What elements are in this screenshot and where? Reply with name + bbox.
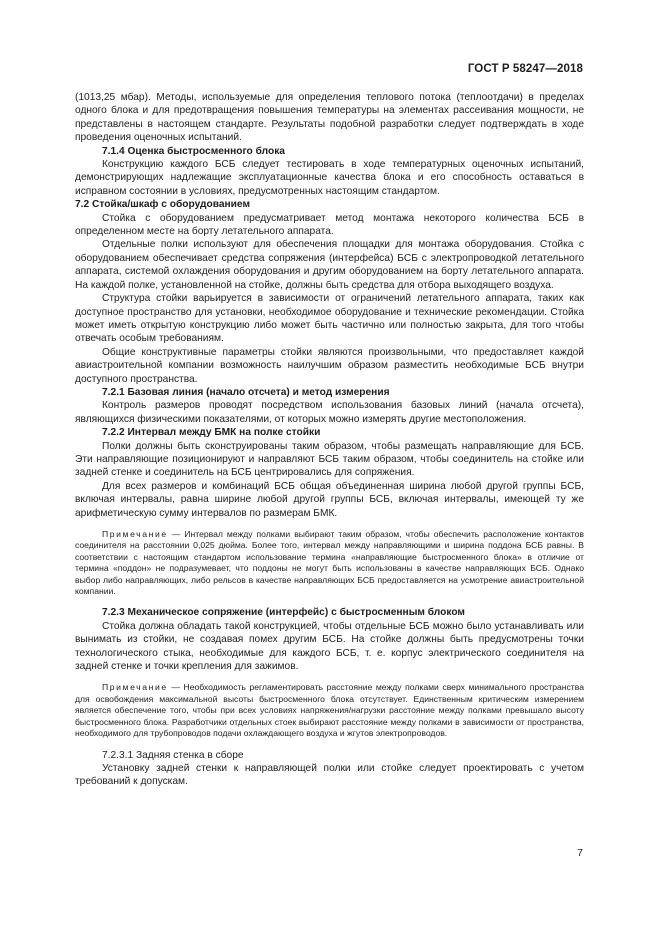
note-text: — Необходимость регламентировать расстояние между полками сверх минимального пространства для освобождения максимальной высоты быстросменного блока отсутствует. Единственным критическим измерением является обеспечение того, чтобы при всех условиях напряжения/нагрузки расстояние между полками превышало высоту быстросменного блока. Разработчики отдельных стоек выбирают расстояние между полками в зависимости от пространства, необходимого для трубопроводов подачи охлаждающего воздуха и жгутов электропроводов.: [75, 682, 584, 739]
paragraph: Конструкцию каждого БСБ следует тестировать в ходе температурных оценочных испытаний, демонстрирующих надлежащие эксплуатационные качества блока и его способность оставаться в исправном состоянии в условиях, предусмотренных настоящим стандартом.: [75, 159, 584, 197]
paragraph: Установку задней стенки к направляющей полки или стойке следует проектировать с учетом требований к допускам.: [75, 762, 584, 788]
section-heading-7-2-3: 7.2.3 Механическое сопряжение (интерфейс) с быстросменным блоком: [102, 607, 465, 619]
paragraph: Общие конструктивные параметры стойки являются произвольными, что предоставляет каждой авиастроительной компании возможность наилучшим образом разместить необходимые БСБ внутри доступного пространства.: [75, 346, 584, 385]
note-text: — Интервал между полками выбирают таким образом, чтобы обеспечить расположение контактов соединителя на расстоянии 0,025 дюйма. Более того, интервал между направляющими и ширина поддона БСБ равны. В соответствии с настоящим стандартом использование термина «направляющие быстросменного блока» в отличие от термина «поддон» не подразумевает, что поддоны не могут быть использованы в качестве направляющих БСБ. Однако выбор либо направляющих, либо рельсов в качестве направляющих БСБ предоставляется на усмотрение авиастроительной компании.: [75, 529, 584, 597]
section-heading-7-2: 7.2 Стойка/шкаф с оборудованием: [75, 199, 250, 211]
paragraph: Структура стойки варьируется в зависимости от ограничений летательного аппарата, таких как доступное пространство для установки, необходимое оборудование и технические рекомендации. Стойка может иметь открытую конструкцию либо может быть частично или полностью закрыта, для того чтобы отвечать особым требованиям.: [75, 293, 584, 345]
note: [75, 682, 584, 739]
section-heading-7-2-2: 7.2.2 Интервал между БМК на полке стойки: [102, 427, 321, 439]
paragraph: Полки должны быть сконструированы таким образом, чтобы размещать направляющие для БСБ. Эти направляющие позиционируют и направляют БСБ таким образом, чтобы соединитель на стойке или задней стенке и соединитель на БСБ центрировались для сопряжения.: [75, 440, 584, 479]
section-heading-7-1-4: 7.1.4 Оценка быстросменного блока: [102, 145, 285, 157]
paragraph: Контроль размеров проводят посредством использования базовых линий (начала отсчета), являющихся физическими показателями, от которых можно измерять другие местоположения.: [75, 400, 584, 425]
section-heading-7-2-1: 7.2.1 Базовая линия (начало отсчета) и метод измерения: [102, 386, 390, 398]
paragraph: Стойка должна обладать такой конструкцией, чтобы отдельные БСБ можно было устанавливать или вынимать из стойки, не создавая помех другим БСБ. На стойке должны быть предусмотрены точки технологического стыка, необходимые для каждого БСБ, т. е. корпус электрического соединителя на задней стенке и точки крепления для зажимов.: [75, 620, 584, 673]
section-heading-7-2-3-1: 7.2.3.1 Задняя стенка в сборе: [102, 749, 244, 761]
paragraph: (1013,25 мбар). Методы, используемые для определения теплового потока (теплоотдачи) в пределах одного блока и для предотвращения повышения температуры на элементах рассеивания мощности, не представлены в настоящем стандарте. Результаты подобной разработки следует подтверждать в ходе проведения оценочных испытаний.: [75, 92, 584, 144]
page-number: 7: [577, 847, 583, 859]
paragraph: Для всех размеров и комбинаций БСБ общая объединенная ширина любой другой группы БСБ, включая интервалы, равна ширине любой другой группы БСБ, включая интервалы, имеющей ту же арифметическую сумму интервалов по размерам БМК.: [75, 480, 584, 519]
paragraph: Отдельные полки используют для обеспечения площадки для монтажа оборудования. Стойка с оборудованием обеспечивает средства сопряжения (интерфейса) БСБ с электропроводкой летательного аппарата, системой охлаждения оборудования и другим оборудованием на борту летательного аппарата. На каждой полке, установленной на стойке, должны быть средства для отбора выходящего воздуха.: [75, 239, 584, 291]
note-label: Примечание: [102, 529, 168, 539]
paragraph: Стойка с оборудованием предусматривает метод монтажа некоторого количества БСБ в определенном месте на борту летательного аппарата.: [75, 212, 584, 238]
note-label: Примечание: [102, 682, 168, 693]
note: [75, 529, 584, 597]
document-id: ГОСТ Р 58247—2018: [467, 63, 583, 75]
document-body: [75, 91, 584, 789]
